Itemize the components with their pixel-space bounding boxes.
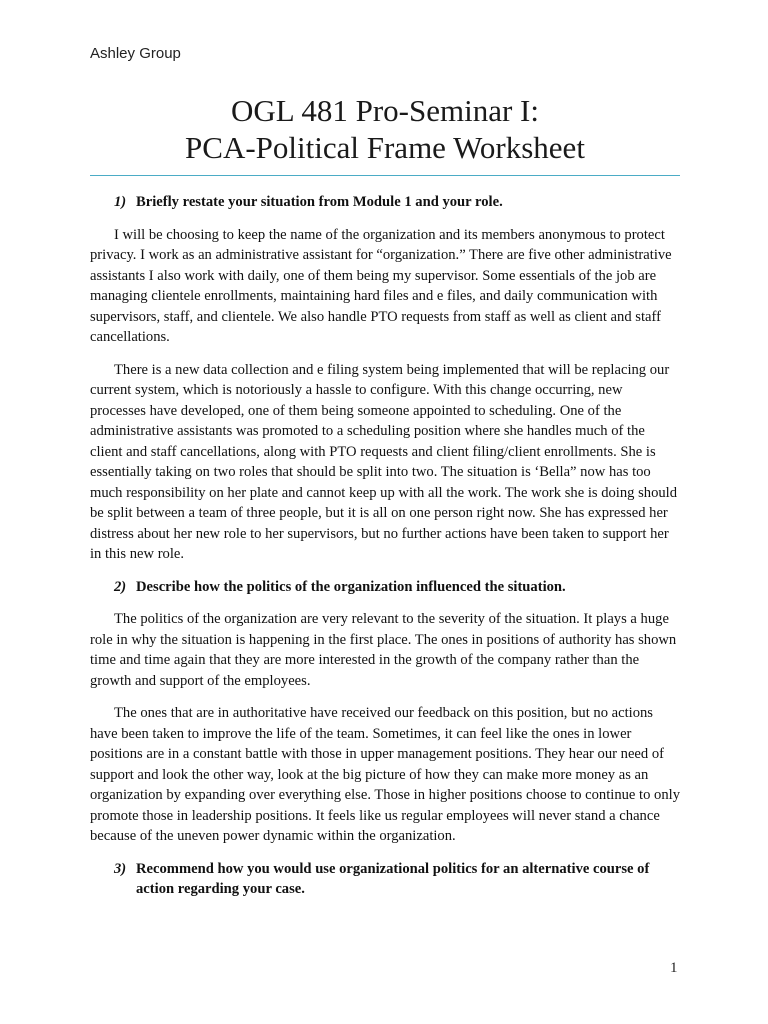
question-3-text: Recommend how you would use organizational politics for an alternative course of action regarding your case. [136,860,650,897]
question-2-text: Describe how the politics of the organization influenced the situation. [136,578,566,595]
title-line-2: PCA-Political Frame Worksheet [185,130,585,165]
paragraph: The ones that are in authoritative have received our feedback on this position, but no actions have been taken to improve the life of the team. Sometimes, it can feel like the ones in lower positions are in a constant battle with those in upper management positions. They hear our need of support and look the other way, look at the big picture of how they can make more money as an organization by expanding over everything else. Those in higher positions choose to continue to only promote those in leadership positions. It feels like us regular employees will never stand a chance because of the uneven power dynamic within the organization. [90,705,680,844]
question-3 [90,859,680,900]
title-line-1: OGL 481 Pro-Seminar I: [231,93,539,128]
document-body [90,192,680,912]
document-title [90,92,680,166]
question-3-number: 3) [114,860,127,877]
page-number: 1 [670,960,678,976]
question-1-text: Briefly restate your situation from Module 1 and your role. [136,194,503,210]
question-2-number: 2) [114,578,127,595]
question-2 [90,577,680,598]
question-1-number: 1) [114,194,127,210]
title-divider [90,175,680,176]
header-author: Ashley Group [90,45,181,62]
paragraph: I will be choosing to keep the name of the organization and its members anonymous to protect privacy. I work as an administrative assistant for “organization.” There are five other administrative assistants I also work with daily, one of them being my supervisor. Some essentials of the job are managing clientele enrollments, maintaining hard files and e files, and daily communication with supervisors, staff, and clientele. We also handle PTO requests from staff as well as client and staff cancellations. [90,226,672,345]
paragraph: The politics of the organization are very relevant to the severity of the situation. It plays a huge role in why the situation is happening in the first place. The ones in positions of authority has shown time and time again that they are more interested in the growth of the company rather than the growth and support of the employees. [90,611,677,689]
question-1 [90,192,680,213]
paragraph: There is a new data collection and e filing system being implemented that will be replacing our current system, which is notoriously a hassle to configure. With this change occurring, new processes have developed, one of them being someone appointed to scheduling. One of the administrative assistants was promoted to a scheduling position where she handles much of the client and staff cancellations, along with PTO requests and client filing/client enrollments. She is essentially taking on two roles that should be split into two. The situation is ‘Bella” now has too much responsibility on her plate and cannot keep up with all the work. The work she is doing should be split between a team of three people, but it is all on one person right now. She has expressed her distress about her new role to her supervisors, but no further actions have been taken to support her in this new role. [90,361,678,562]
